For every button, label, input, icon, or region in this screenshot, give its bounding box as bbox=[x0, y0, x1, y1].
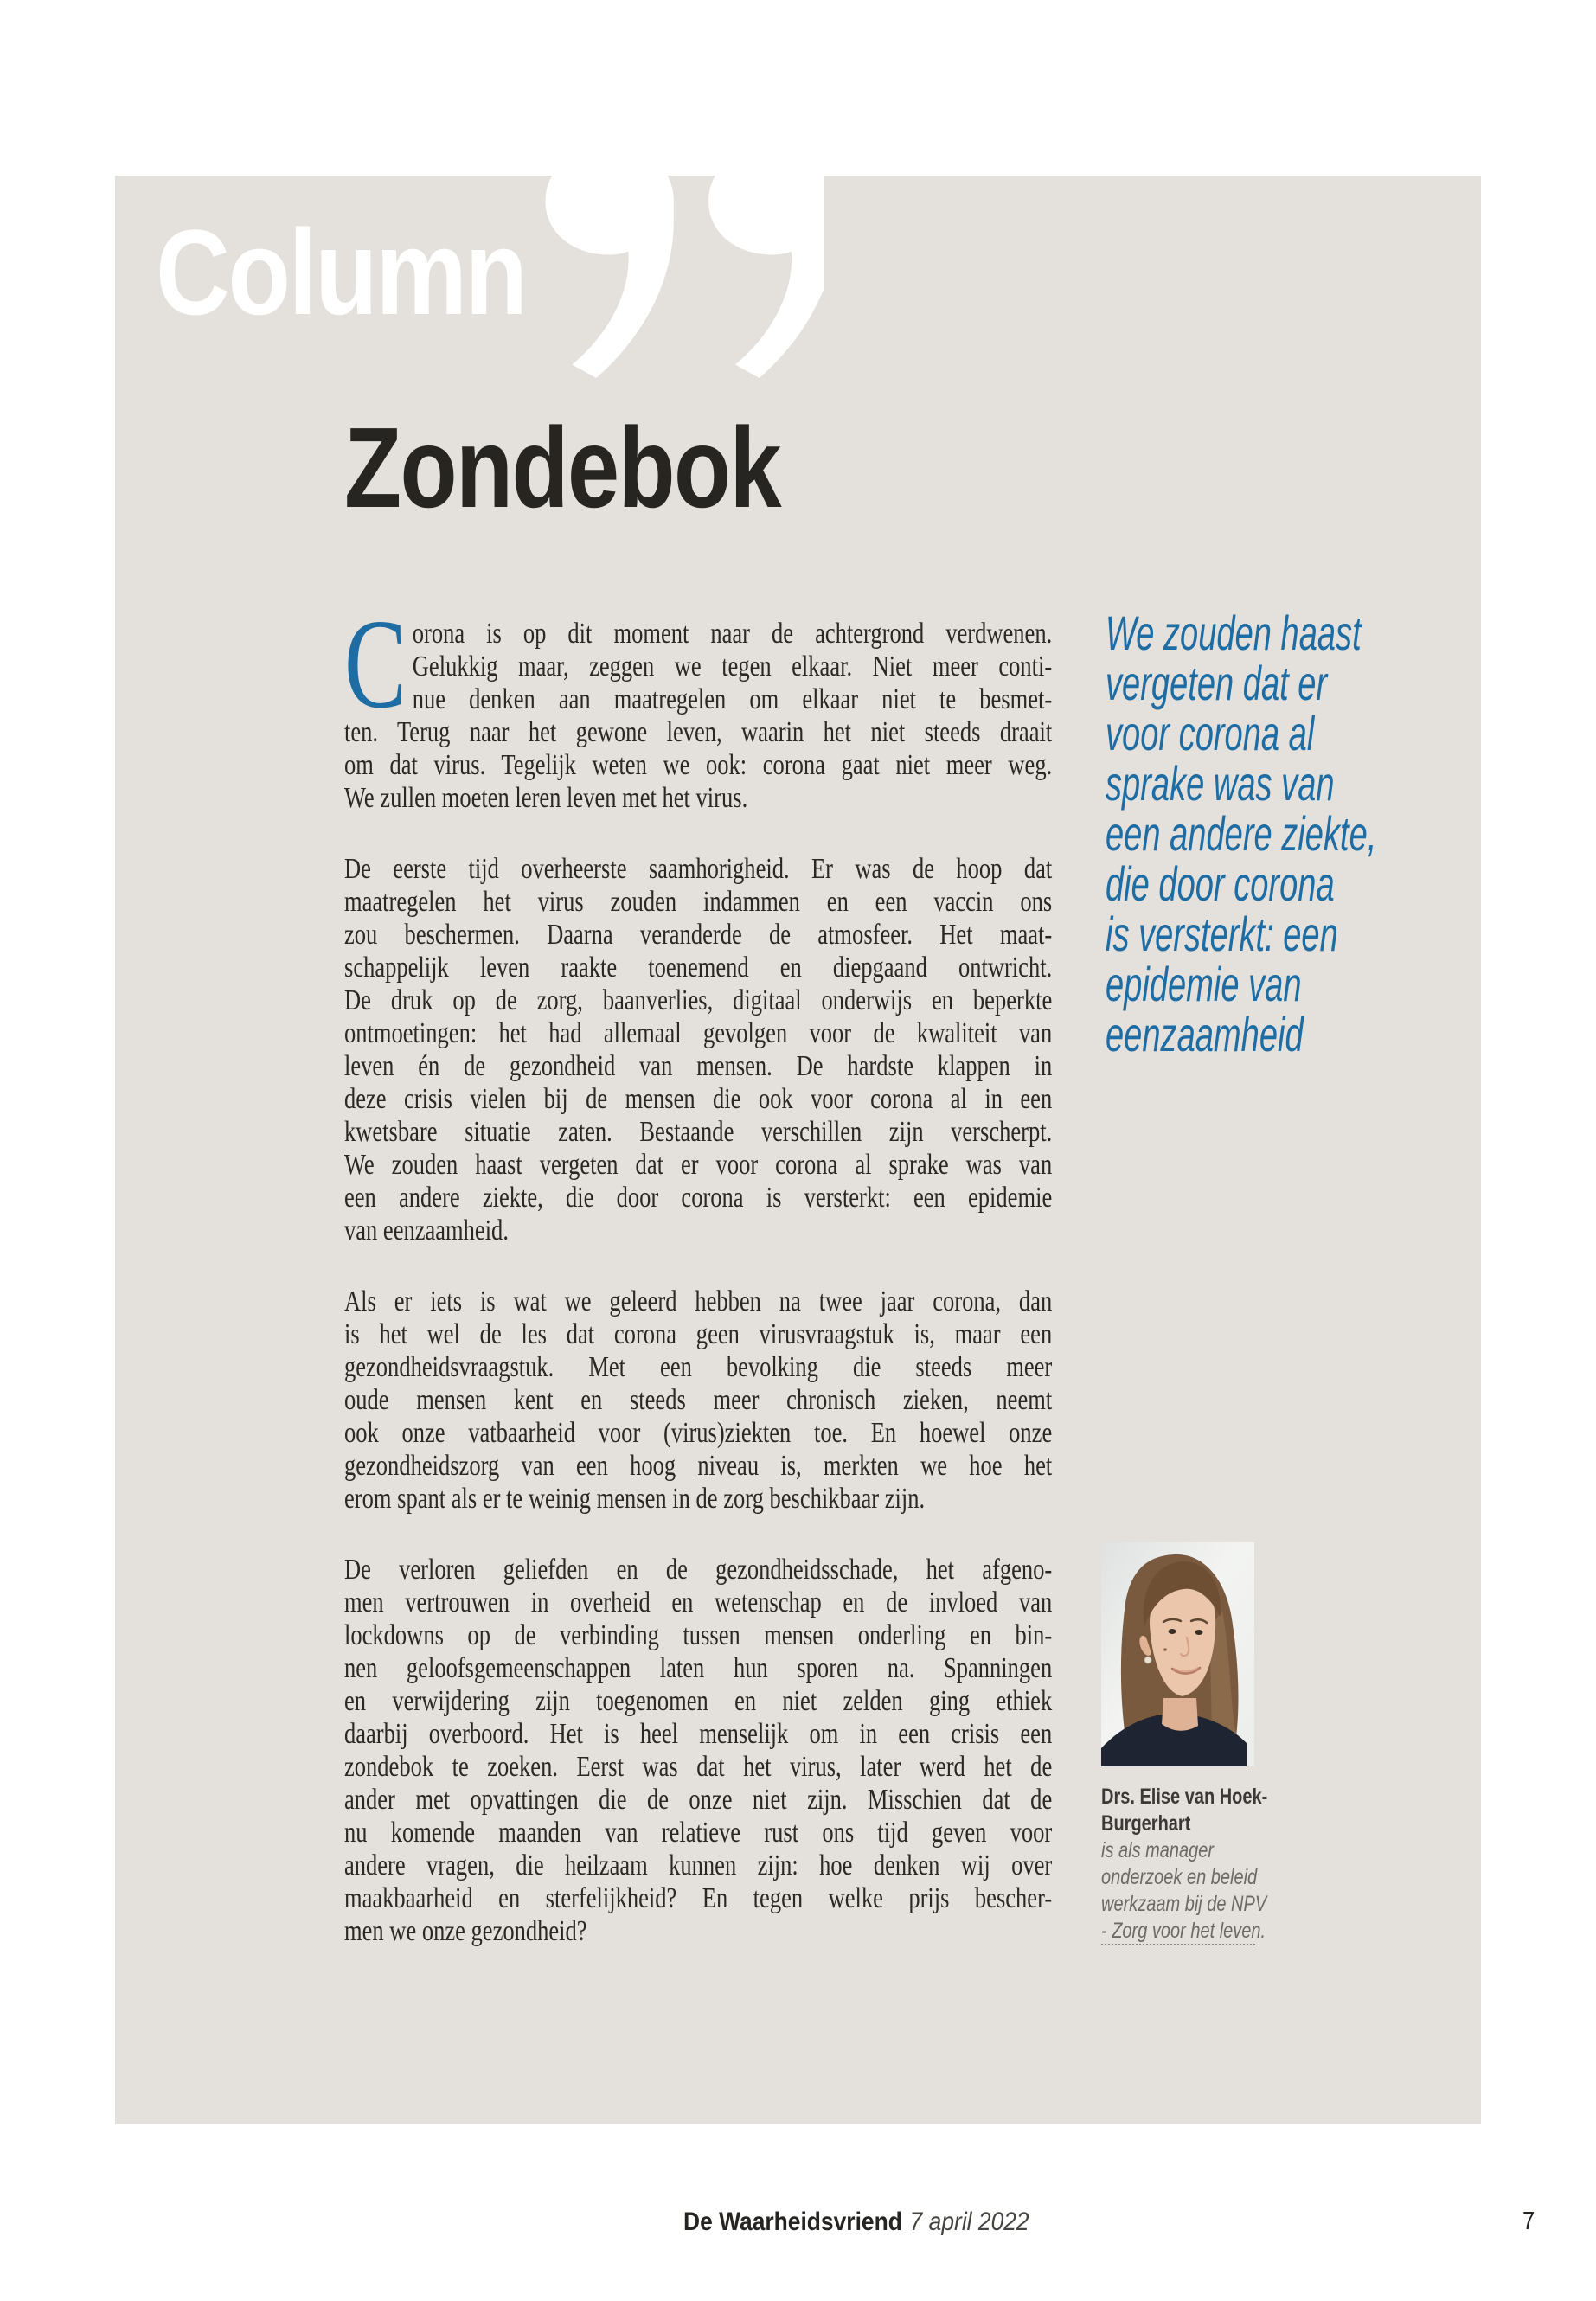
text-line: orona is op dit moment naar de achtergrond verdwenen. bbox=[412, 618, 1053, 650]
text-line: De verloren geliefden en de gezondheidsschade, het afgeno- bbox=[344, 1554, 1053, 1586]
text-line: een andere ziekte, die door corona is versterkt: een epidemie bbox=[344, 1182, 1053, 1214]
text-line: maatregelen het virus zouden indammen en een vaccin ons bbox=[344, 886, 1053, 918]
section-kicker: Column bbox=[156, 204, 526, 340]
drop-cap: C bbox=[344, 593, 407, 735]
text-line: voor corona al bbox=[1106, 706, 1315, 760]
text-line: deze crisis vielen bij de mensen die ook voor corona al in een bbox=[344, 1083, 1053, 1115]
text-line: ten. Terug naar het gewone leven, waarin het niet steeds draait bbox=[344, 716, 1053, 748]
article-title: Zondebok bbox=[344, 404, 780, 531]
paragraph bbox=[344, 1554, 1052, 1948]
paragraph bbox=[344, 618, 1052, 815]
text-line: Burgerhart bbox=[1101, 1811, 1191, 1836]
text-line: De eerste tijd overheerste saamhorigheid. Er was de hoop dat bbox=[344, 853, 1053, 885]
column-article-block bbox=[115, 176, 1481, 2124]
text-line: zondebok te zoeken. Eerst was dat het virus, later werd het de bbox=[344, 1751, 1053, 1783]
text-line: van eenzaamheid. bbox=[344, 1215, 509, 1247]
text-line: om dat virus. Tegelijk weten we ook: corona gaat niet meer weg. bbox=[344, 749, 1053, 781]
text-line: Gelukkig maar, zeggen we tegen elkaar. Niet meer conti- bbox=[412, 651, 1053, 683]
text-line: kwetsbare situatie zaten. Bestaande verschillen zijn verscherpt. bbox=[344, 1116, 1053, 1148]
text-line: nue denken aan maatregelen om elkaar niet te besmet- bbox=[412, 683, 1053, 715]
text-line: andere vragen, die heilzaam kunnen zijn: hoe denken wij over bbox=[344, 1849, 1053, 1881]
text-line: vergeten dat er bbox=[1106, 656, 1328, 710]
text-line: daarbij overboord. Het is heel menselijk om in een crisis een bbox=[344, 1718, 1053, 1750]
text-line: oude mensen kent en steeds meer chronisch zieken, neemt bbox=[344, 1384, 1053, 1416]
paragraph bbox=[344, 1285, 1052, 1516]
text-line: Drs. Elise van Hoek- bbox=[1101, 1785, 1268, 1809]
paragraph bbox=[344, 853, 1052, 1247]
text-line: We zullen moeten leren leven met het virus. bbox=[344, 782, 748, 814]
text-line: lockdowns op de verbinding tussen mensen onderling en bin- bbox=[344, 1619, 1053, 1651]
text-line: erom spant als er te weinig mensen in de zorg beschikbaar zijn. bbox=[344, 1483, 926, 1515]
author-photo bbox=[1101, 1542, 1254, 1766]
text-line: is als manager bbox=[1101, 1838, 1215, 1862]
text-line: epidemie van bbox=[1106, 957, 1302, 1011]
text-line: sprake was van bbox=[1106, 756, 1335, 811]
text-line: De druk op de zorg, baanverlies, digitaal onderwijs en beperkte bbox=[344, 984, 1053, 1016]
author-name bbox=[1101, 1784, 1294, 1837]
text-line: onderzoek en beleid bbox=[1101, 1865, 1258, 1889]
text-line: en verwijdering zijn toegenomen en niet zelden ging ethiek bbox=[344, 1685, 1053, 1717]
text-line: een andere ziekte, bbox=[1106, 806, 1377, 861]
text-line: zou beschermen. Daarna veranderde de atmosfeer. Het maat- bbox=[344, 919, 1053, 951]
text-line: is versterkt: een bbox=[1106, 907, 1338, 961]
text-line: gezondheidszorg van een hoog niveau is, merkten we hoe het bbox=[344, 1450, 1053, 1482]
text-line: schappelijk leven raakte toenemend en diepgaand ontwricht. bbox=[344, 952, 1053, 984]
text-line: die door corona bbox=[1106, 856, 1335, 911]
closing-quote-icon bbox=[532, 176, 824, 378]
pull-quote bbox=[1106, 608, 1481, 1060]
caption-divider bbox=[1101, 1944, 1255, 1945]
author-bio bbox=[1101, 1837, 1294, 1945]
text-line: Als er iets is wat we geleerd hebben na twee jaar corona, dan bbox=[344, 1285, 1053, 1317]
author-caption bbox=[1101, 1784, 1294, 1945]
text-line: - Zorg voor het leven. bbox=[1101, 1919, 1266, 1943]
text-line: ander met opvattingen die de onze niet zijn. Misschien dat de bbox=[344, 1784, 1053, 1816]
text-line: leven én de gezondheid van mensen. De hardste klappen in bbox=[344, 1050, 1053, 1082]
text-line: werkzaam bij de NPV bbox=[1101, 1892, 1267, 1916]
text-line: nen geloofsgemeenschappen laten hun sporen na. Spanningen bbox=[344, 1652, 1053, 1684]
text-line: We zouden haast vergeten dat er voor corona al sprake was van bbox=[344, 1149, 1053, 1181]
text-line: We zouden haast bbox=[1106, 606, 1362, 660]
page-number: 7 bbox=[1522, 2208, 1535, 2235]
text-line: maakbaarheid en sterfelijkheid? En tegen welke prijs bescher- bbox=[344, 1882, 1053, 1914]
issue-date: 7 april 2022 bbox=[909, 2208, 1029, 2236]
text-line: nu komende maanden van relatieve rust ons tijd geven voor bbox=[344, 1817, 1053, 1849]
magazine-name: De Waarheidsvriend bbox=[683, 2208, 902, 2236]
text-line: is het wel de les dat corona geen virusvraagstuk is, maar een bbox=[344, 1318, 1053, 1350]
text-line: ook onze vatbaarheid voor (virus)ziekten toe. En hoewel onze bbox=[344, 1417, 1053, 1449]
text-line: gezondheidsvraagstuk. Met een bevolking die steeds meer bbox=[344, 1351, 1053, 1383]
text-line: men we onze gezondheid? bbox=[344, 1915, 587, 1947]
article-body bbox=[344, 593, 1053, 1986]
text-line: eenzaamheid bbox=[1106, 1007, 1304, 1061]
text-line: ontmoetingen: het had allemaal gevolgen voor de kwaliteit van bbox=[344, 1017, 1053, 1049]
page-footer bbox=[683, 2208, 1029, 2237]
text-line: men vertrouwen in overheid en wetenschap en de invloed van bbox=[344, 1586, 1053, 1618]
